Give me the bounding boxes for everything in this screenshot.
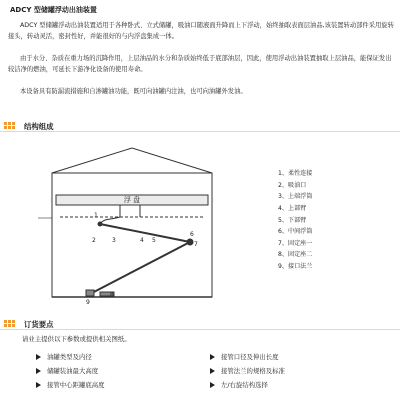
intro-paragraph-1: ADCY 型储罐浮动出油装置适用于各种卧式、立式储罐，吸油口随液面升降而上下浮动，始终抽取表面层油品,该装置转动部件采用旋转接头，转动灵活，密封性好，并能很好的与内浮盘集成一体。 xyxy=(8,22,394,40)
triangle-bullet-icon xyxy=(210,382,215,388)
legend-item: 6、中间浮筒 xyxy=(278,228,313,236)
order-item: 左/右旋结构选择 xyxy=(210,380,268,389)
float-disk-label: 浮 盘 xyxy=(123,196,141,204)
callout-1: 1 xyxy=(94,212,98,219)
intro-paragraph-3: 本设备具有防漏流措施和自渗罐油功能，既可向油罐内注油，也可向油罐外发油。 xyxy=(20,88,247,95)
order-item: 接管口径及伸出长度 xyxy=(210,352,279,361)
legend-item: 7、固定座一 xyxy=(278,239,313,247)
triangle-bullet-icon xyxy=(210,368,215,374)
lower-arm xyxy=(90,242,190,294)
page-title: ADCY 型储罐浮动出油装置 xyxy=(10,6,97,14)
callout-3: 3 xyxy=(112,237,116,244)
triangle-bullet-icon xyxy=(36,354,41,360)
section-title-structure: 结构组成 xyxy=(24,122,54,131)
triangle-bullet-icon xyxy=(36,382,41,388)
legend-item: 2、吸油口 xyxy=(278,181,307,189)
triangle-bullet-icon xyxy=(36,368,41,374)
triangle-bullet-icon xyxy=(210,354,215,360)
flexible-connection xyxy=(100,217,120,224)
order-item: 油罐类型及内径 xyxy=(36,352,92,361)
tank-wall xyxy=(52,173,212,297)
section-marker-icon xyxy=(4,320,16,328)
order-item: 接管中心距罐底高度 xyxy=(36,380,105,389)
section-header-order xyxy=(0,318,400,330)
section-header-structure xyxy=(0,120,400,132)
middle-float xyxy=(187,239,193,245)
legend-item: 4、上部臂 xyxy=(278,204,307,212)
callout-2: 2 xyxy=(92,237,96,244)
parts-legend xyxy=(278,168,312,273)
section-divider xyxy=(0,131,400,132)
callout-5: 5 xyxy=(152,237,156,244)
fixed-seat xyxy=(86,290,94,296)
callout-7: 7 xyxy=(194,241,198,248)
order-item: 接管法兰的规格及标准 xyxy=(210,366,285,375)
legend-item: 5、下部臂 xyxy=(278,216,307,224)
callout-6: 6 xyxy=(190,231,194,238)
tank-roof xyxy=(52,148,212,173)
order-intro-text: 请业主提供以下参数或提供相关图纸。 xyxy=(22,335,131,343)
order-item: 储罐装油最大高度 xyxy=(36,366,98,375)
section-title-order: 订货要点 xyxy=(24,320,54,329)
section-marker-icon xyxy=(4,122,16,130)
callout-4: 4 xyxy=(140,237,144,244)
legend-item: 9、接口法兰 xyxy=(278,263,313,271)
legend-item: 8、固定座二 xyxy=(278,251,313,259)
section-divider xyxy=(0,329,400,330)
legend-item: 3、上端浮筒 xyxy=(278,193,313,201)
tank-diagram xyxy=(0,138,270,308)
callout-9: 9 xyxy=(86,299,90,306)
intro-paragraph-2: 由于水分、杂质在重力场的沉降作用，上层油品的水分和杂质始终低于底部油层，因此，使用浮动出油装置抽取上层油品，能保证发出较洁净的燃油，可延长下游净化设备的使用寿命。 xyxy=(8,55,392,73)
legend-item: 1、柔性连接 xyxy=(278,170,313,177)
callout-8: 8 xyxy=(110,291,114,298)
